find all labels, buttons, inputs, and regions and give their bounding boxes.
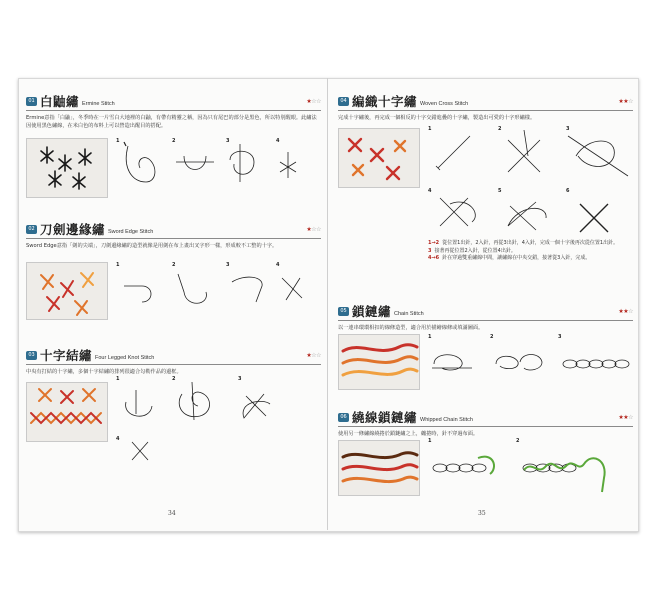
step-number: 1 [428,126,432,132]
step-number: 2 [172,262,176,268]
section-description: 完成十字繡後，再完成一個相反的十字交錯進疊的十字繡，製造出可愛的十字形繡樣。 [338,115,536,121]
left-page [18,78,327,530]
section-description: 以一連串環環相扣的線條造型，適合用於描繪線條或填滿圖面。 [338,325,484,331]
section-sword-edge-stitch [26,220,321,250]
woven-cross-stitch-steps [428,126,632,236]
section-four-legged-knot-stitch [26,346,321,376]
section-header [26,346,321,365]
step-number: 3 [238,376,242,382]
section-number-badge: 05 [338,307,349,316]
page-number: 35 [478,510,486,517]
section-title-en: Chain Stitch [394,311,424,317]
step-note: 3 接著再從位置2入針，從位置4出針。 [428,247,516,254]
step-number: 4 [276,262,280,268]
ermine-step-diagrams [114,138,320,196]
four-legged-knot-stitch-steps [114,376,320,474]
difficulty-stars: ★☆☆ [306,352,321,359]
section-header [338,408,633,427]
section-title-en: Whipped Chain Stitch [420,417,473,423]
right-page [328,78,637,530]
section-description: Sword Edge意指「劍的尖端」，刀劍邊緣繡的造型就像是用劍在布上畫出叉字形一樣，形成較不工整的十字。 [26,243,278,249]
step-number: 2 [498,126,502,132]
step-number: 3 [226,262,230,268]
step-number: 2 [490,334,494,340]
step-number: 3 [226,138,230,144]
step-number: 4 [276,138,280,144]
section-ermine-stitch [26,92,321,130]
section-header [338,302,633,321]
step-number: 2 [172,376,176,382]
step-number: 3 [558,334,562,340]
step-number: 2 [516,438,520,444]
step-number: 1 [116,262,120,268]
section-chain-stitch [338,302,633,332]
section-number-badge: 06 [338,413,349,422]
section-whipped-chain-stitch [338,408,633,438]
chain-step-diagrams [428,334,632,388]
ermine-stitch-photo [26,138,108,198]
section-number-badge: 04 [338,97,349,106]
woven-cross-step-diagrams [428,126,632,236]
step-number: 1 [428,438,432,444]
section-title-en: Woven Cross Stitch [420,101,469,107]
section-header [26,92,321,111]
section-header [26,220,321,239]
ermine-stitch-steps [114,138,320,196]
section-number-badge: 03 [26,351,37,360]
whipped-chain-stitch-photo [338,440,420,496]
section-number-badge: 02 [26,225,37,234]
four-legged-knot-step-diagrams [114,376,320,474]
woven-cross-stitch-notes [428,240,628,263]
step-number: 4 [116,436,120,442]
step-number: 2 [172,138,176,144]
section-title: 編織十字繡 Woven Cross Stitch [352,94,469,109]
step-number: 1 [116,138,120,144]
section-title: 十字結繡 Four Legged Knot Stitch [40,348,155,363]
section-title: 鎖鏈繡 Chain Stitch [352,304,424,319]
step-number: 3 [566,126,570,132]
sword-edge-stitch-photo [26,262,108,320]
section-description: 中央有打結的十字繡，多個十字結繡的排列很適合勾勒作品的邊框。 [26,369,182,375]
difficulty-stars: ★☆☆ [306,226,321,233]
four-legged-knot-stitch-photo [26,382,108,442]
step-number: 1 [116,376,120,382]
step-number: 4 [428,188,432,194]
spread-content [18,78,637,530]
section-title: 刀劍邊緣繡 Sword Edge Stitch [40,222,154,237]
sword-edge-step-diagrams [114,262,320,318]
section-header [338,92,633,111]
section-title: 繞線鎖鏈繡 Whipped Chain Stitch [352,410,473,425]
step-number: 1 [428,334,432,340]
difficulty-stars: ★★☆ [618,308,633,315]
whipped-chain-stitch-steps [428,438,632,498]
section-description: Ermine意指「白鼬」，冬季時在一片雪白大地裡的白鼬，有帶有精靈之稱，因為只有尾巴的部分是黑色，所以特別醒眼。此繡法因使用黑色繡線，在米白色的布料上可以營造出醒目的搭配。 [26,115,317,130]
section-title-en: Ermine Stitch [82,101,115,107]
difficulty-stars: ★☆☆ [306,98,321,105]
section-title: 白鼬繡 Ermine Stitch [40,94,115,109]
chain-stitch-steps [428,334,632,388]
page-number: 34 [168,510,176,517]
step-number: 5 [498,188,502,194]
step-number: 6 [566,188,570,194]
whipped-chain-step-diagrams [428,438,632,498]
step-note: 1→2 從位置1出針，2入針，再從3出針，4入針，完成一個十字後再次從位置1出針。 [428,240,619,246]
chain-stitch-photo [338,334,420,390]
section-number-badge: 01 [26,97,37,106]
step-note: 4→6 針在穿過雙重繡線中間，讓繡線在中央交錯，接著從3入針，完成。 [428,255,591,261]
section-title-en: Sword Edge Stitch [108,229,154,235]
section-description: 使用另一條繡線繞捲於鎖鏈繡之上，纏捲時，針不穿過布面。 [338,431,479,437]
sword-edge-stitch-steps [114,262,320,318]
difficulty-stars: ★★☆ [618,414,633,421]
section-woven-cross-stitch [338,92,633,122]
woven-cross-stitch-photo [338,128,420,188]
difficulty-stars: ★★☆ [618,98,633,105]
section-title-en: Four Legged Knot Stitch [95,355,155,361]
